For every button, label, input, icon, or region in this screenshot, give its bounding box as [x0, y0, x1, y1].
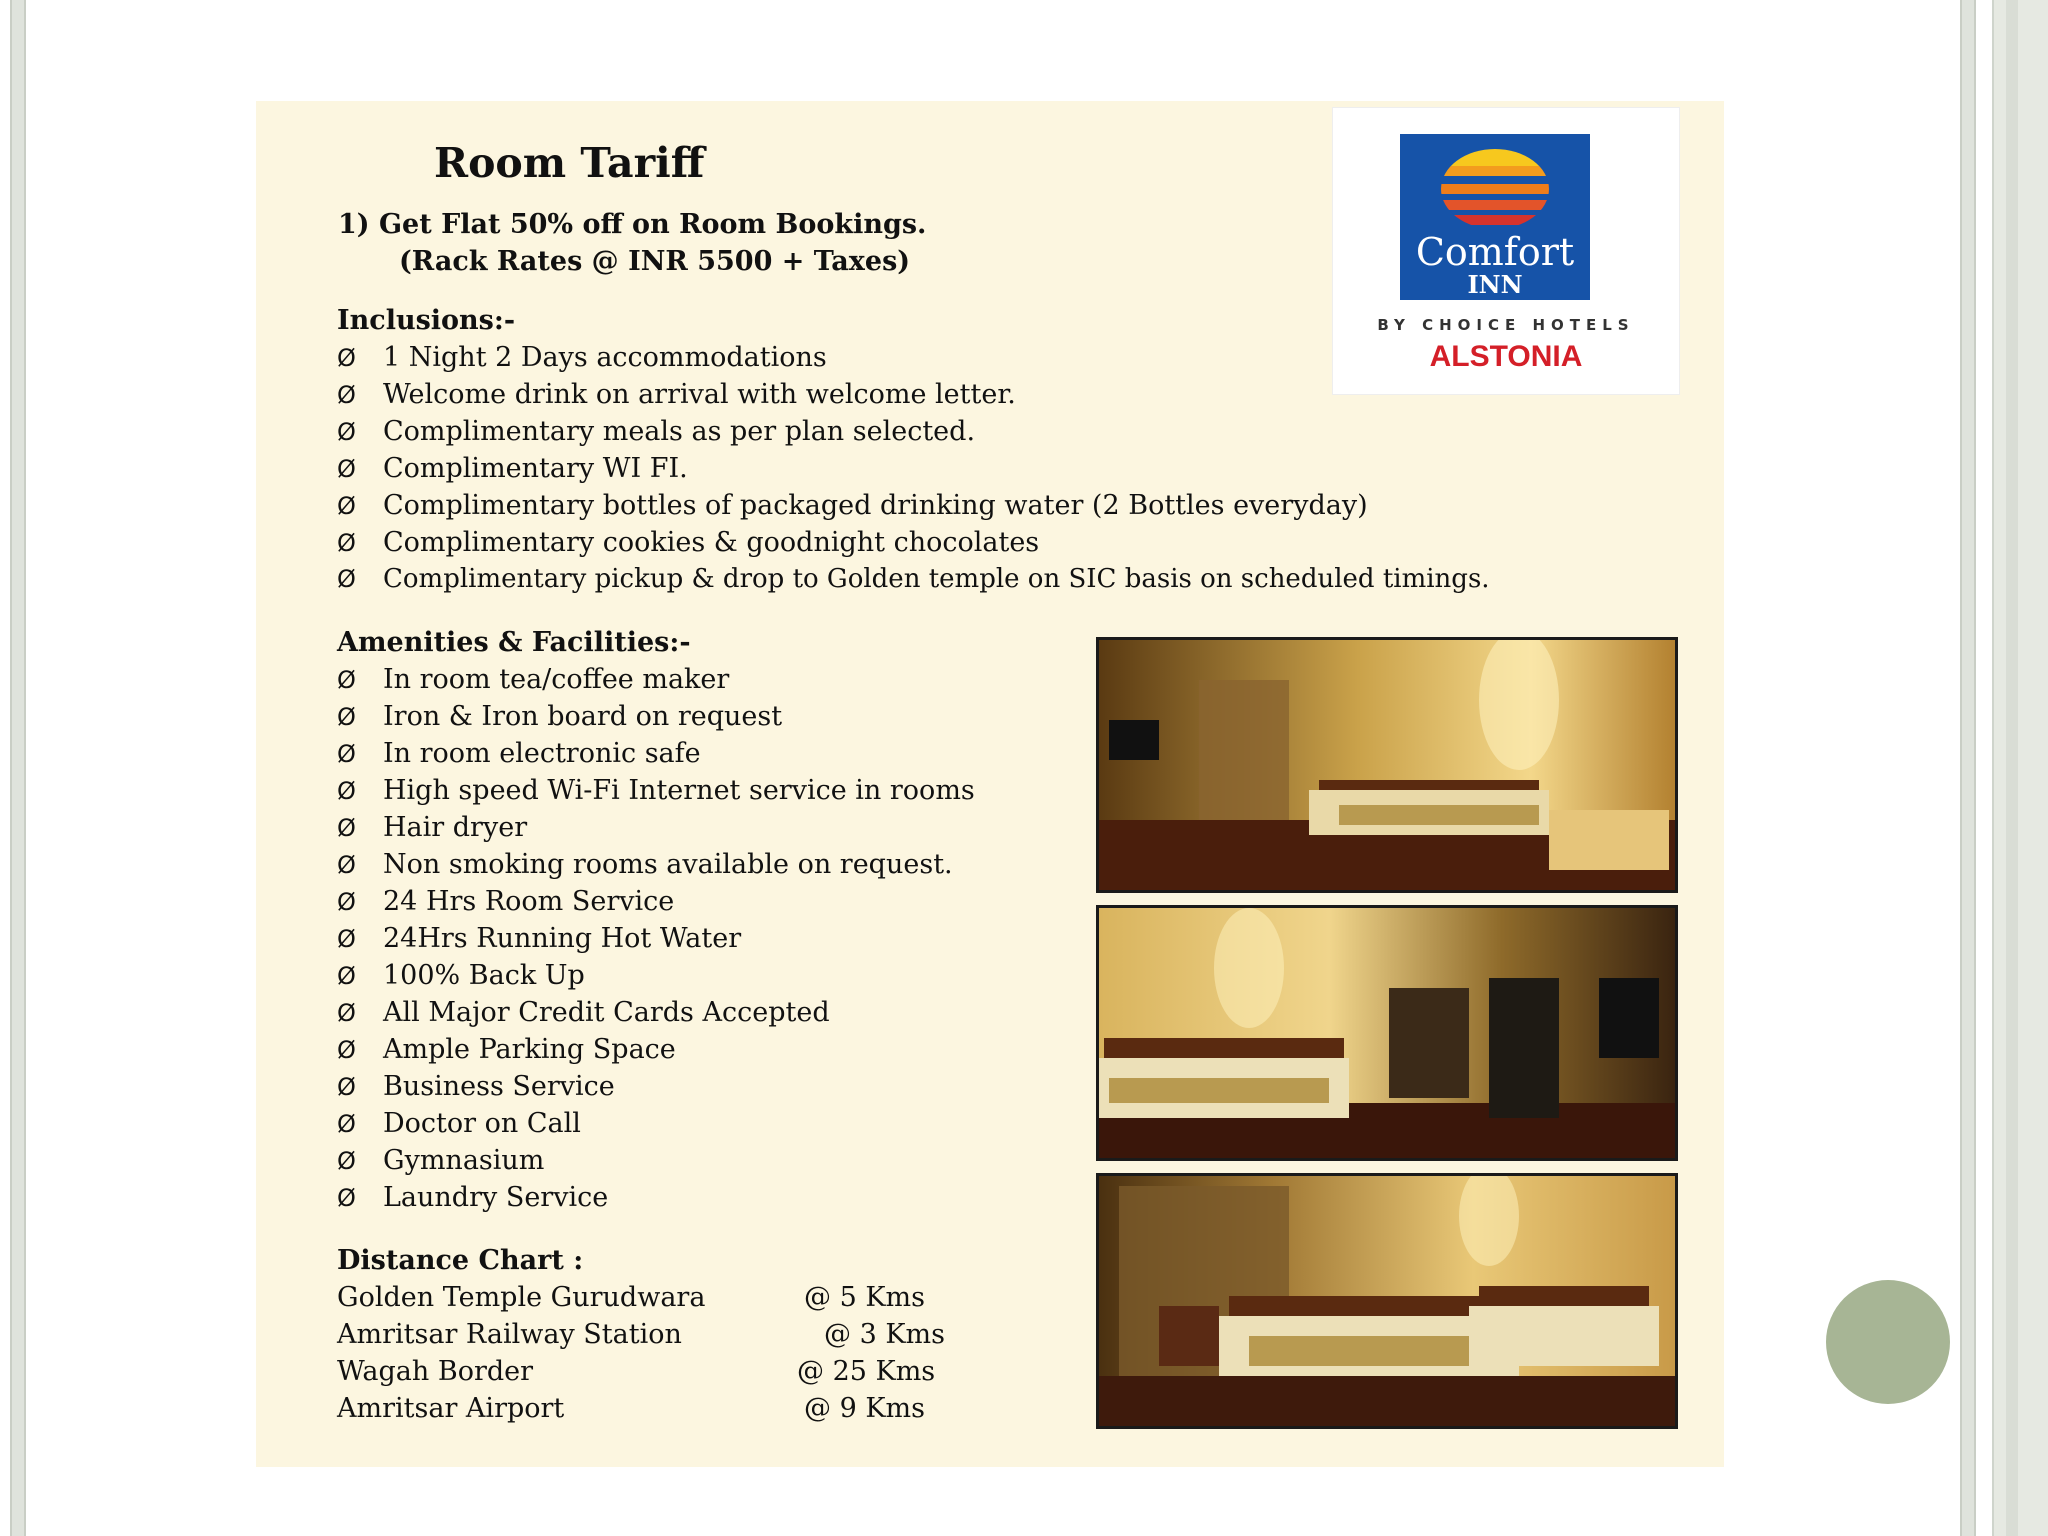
hotel-logo: [1332, 107, 1680, 395]
bullet-icon: Ø: [337, 1073, 356, 1101]
bullet-icon: Ø: [337, 455, 356, 483]
bullet-icon: Ø: [337, 565, 356, 593]
slide-frame-left: [10, 0, 26, 1536]
list-item: Ø 1 Night 2 Days accommodations: [337, 342, 827, 373]
offer-line-1: 1) Get Flat 50% off on Room Bookings.: [338, 209, 927, 240]
room-photo-1: [1096, 637, 1678, 893]
distance-place: Amritsar Airport: [337, 1393, 565, 1424]
bullet-icon: Ø: [337, 999, 356, 1027]
distance-value: @ 5 Kms: [804, 1282, 925, 1313]
bullet-icon: Ø: [337, 418, 356, 446]
slide-frame-right-stripe: [2006, 0, 2018, 1536]
list-item: Ø All Major Credit Cards Accepted: [337, 997, 830, 1028]
bullet-icon: Ø: [337, 925, 356, 953]
room-photo-3: [1096, 1173, 1678, 1429]
list-item: Ø Complimentary WI FI.: [337, 453, 688, 484]
bullet-icon: Ø: [337, 381, 356, 409]
list-item: Ø Complimentary cookies & goodnight chocolates: [337, 527, 1040, 558]
bullet-icon: Ø: [337, 1184, 356, 1212]
distance-value: @ 3 Kms: [824, 1319, 945, 1350]
amenities-heading: Amenities & Facilities:-: [337, 627, 691, 658]
bullet-icon: Ø: [337, 962, 356, 990]
list-item: Ø In room electronic safe: [337, 738, 701, 769]
inclusions-heading: Inclusions:-: [337, 305, 516, 336]
list-item: Ø Complimentary meals as per plan selected.: [337, 416, 976, 447]
logo-brand: Comfort: [1415, 230, 1575, 274]
distance-heading: Distance Chart :: [337, 1245, 584, 1276]
list-item: Ø Hair dryer: [337, 812, 528, 843]
logo-property: ALSTONIA: [1429, 340, 1583, 373]
distance-place: Amritsar Railway Station: [337, 1319, 682, 1350]
list-item: Ø Ample Parking Space: [337, 1034, 676, 1065]
bullet-icon: Ø: [337, 492, 356, 520]
distance-place: Wagah Border: [337, 1356, 534, 1387]
bullet-icon: Ø: [337, 777, 356, 805]
bullet-icon: Ø: [337, 814, 356, 842]
distance-place: Golden Temple Gurudwara: [337, 1282, 706, 1313]
bullet-icon: Ø: [337, 740, 356, 768]
decorative-circle: [1826, 1280, 1950, 1404]
logo-badge: [1400, 134, 1590, 300]
list-item: Ø Complimentary pickup & drop to Golden temple on SIC basis on scheduled timings.: [337, 564, 1490, 594]
bullet-icon: Ø: [337, 1147, 356, 1175]
list-item: Ø Gymnasium: [337, 1145, 545, 1176]
page-title: Room Tariff: [434, 139, 705, 187]
room-photo-2: [1096, 905, 1678, 1161]
list-item: Ø Doctor on Call: [337, 1108, 581, 1139]
list-item: Ø 24 Hrs Room Service: [337, 886, 675, 917]
distance-value: @ 25 Kms: [797, 1356, 936, 1387]
list-item: Ø In room tea/coffee maker: [337, 664, 730, 695]
bullet-icon: Ø: [337, 1110, 356, 1138]
logo-tagline: BY CHOICE HOTELS: [1377, 316, 1635, 334]
list-item: Ø Laundry Service: [337, 1182, 609, 1213]
bullet-icon: Ø: [337, 1036, 356, 1064]
bullet-icon: Ø: [337, 529, 356, 557]
list-item: Ø Non smoking rooms available on request.: [337, 849, 953, 880]
list-item: Ø High speed Wi-Fi Internet service in rooms: [337, 775, 975, 806]
list-item: Ø Welcome drink on arrival with welcome letter.: [337, 379, 1016, 410]
list-item: Ø 100% Back Up: [337, 960, 585, 991]
bullet-icon: Ø: [337, 888, 356, 916]
bullet-icon: Ø: [337, 703, 356, 731]
bullet-icon: Ø: [337, 666, 356, 694]
slide-frame-right: [1960, 0, 1976, 1536]
list-item: Ø Business Service: [337, 1071, 615, 1102]
list-item: Ø 24Hrs Running Hot Water: [337, 923, 742, 954]
tariff-flyer: [256, 101, 1724, 1467]
sun-icon: [1400, 134, 1590, 234]
logo-sub: INN: [1467, 270, 1523, 299]
slide-frame-right-outer: [1992, 0, 2048, 1536]
bullet-icon: Ø: [337, 344, 356, 372]
offer-line-2: (Rack Rates @ INR 5500 + Taxes): [399, 246, 911, 277]
bullet-icon: Ø: [337, 851, 356, 879]
list-item: Ø Iron & Iron board on request: [337, 701, 783, 732]
list-item: Ø Complimentary bottles of packaged drinking water (2 Bottles everyday): [337, 490, 1368, 521]
distance-value: @ 9 Kms: [804, 1393, 925, 1424]
